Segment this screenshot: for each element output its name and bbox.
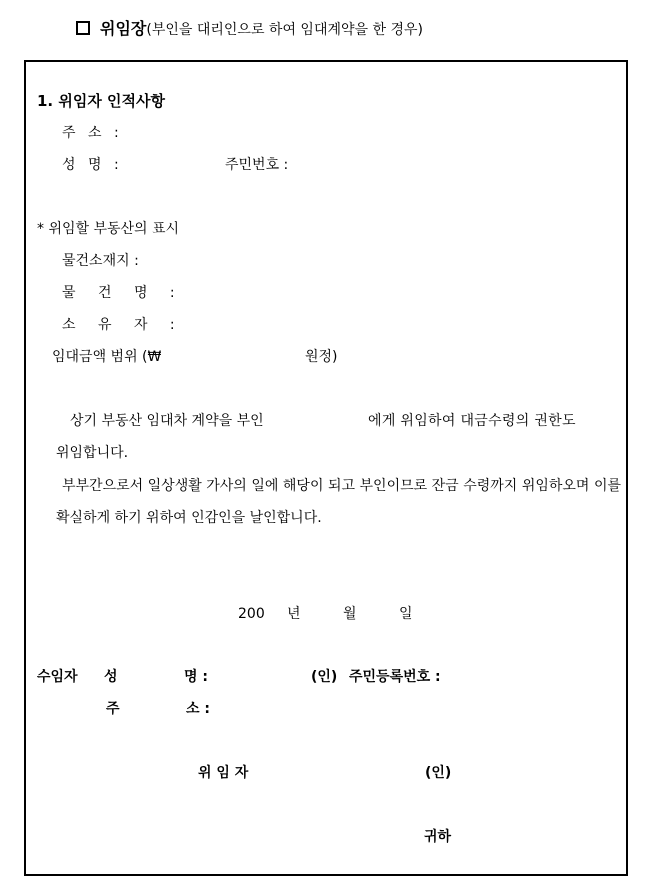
document-title (76, 16, 423, 39)
body-paragraph-1c: 위임합니다. (56, 445, 129, 461)
delegate-seal: (인) (311, 669, 338, 685)
property-location-label: 물건소재지 : (62, 253, 139, 269)
delegator-address-label: 주 소 : (62, 125, 123, 141)
date-month-unit: 월 (343, 606, 357, 622)
property-heading: * 위임할 부동산의 표시 (37, 221, 180, 237)
date-year: 200 (238, 606, 265, 622)
property-item-label: 물 건 명 : (62, 285, 184, 301)
signature-seal: (인) (425, 765, 452, 781)
delegate-id-label: 주민등록번호 : (349, 669, 441, 685)
delegate-name-label-a: 성 (104, 669, 118, 685)
date-day-unit: 일 (399, 606, 413, 622)
body-paragraph-2-text: 부부간으로서 일상생활 가사의 일에 해당이 되고 부인이므로 잔금 수령까지 위임하오며 이를 확실하게 하기 위하여 인감인을 날인합니다. (56, 478, 621, 526)
rent-amount-unit: 원정) (305, 349, 338, 365)
property-owner-label: 소 유 자 : (62, 317, 184, 333)
delegate-name-label-b: 명 : (184, 669, 208, 685)
body-paragraph-2 (56, 470, 621, 534)
signature-delegator: 위 임 자 (198, 765, 249, 781)
delegator-id-label: 주민번호 : (225, 157, 289, 173)
rent-amount-label: 임대금액 범위 (₩ (52, 349, 162, 365)
date-year-unit: 년 (287, 606, 301, 622)
signature-honorific: 귀하 (424, 829, 452, 845)
delegate-address-label-a: 주 (106, 701, 120, 717)
title-subtitle: (부인을 대리인으로 하여 임대계약을 한 경우) (146, 22, 423, 38)
delegator-name-label: 성 명 : (62, 157, 123, 173)
title-main: 위임장 (100, 19, 147, 38)
delegate-label: 수임자 (37, 669, 78, 685)
body-paragraph-1a: 상기 부동산 임대차 계약을 부인 (70, 413, 264, 429)
delegator-info-heading: 1. 위임자 인적사항 (37, 92, 166, 110)
checkbox-square-icon (76, 21, 90, 35)
body-paragraph-1b: 에게 위임하여 대금수령의 권한도 (368, 413, 576, 429)
document-frame (24, 60, 628, 876)
delegate-address-label-b: 소 : (186, 701, 210, 717)
